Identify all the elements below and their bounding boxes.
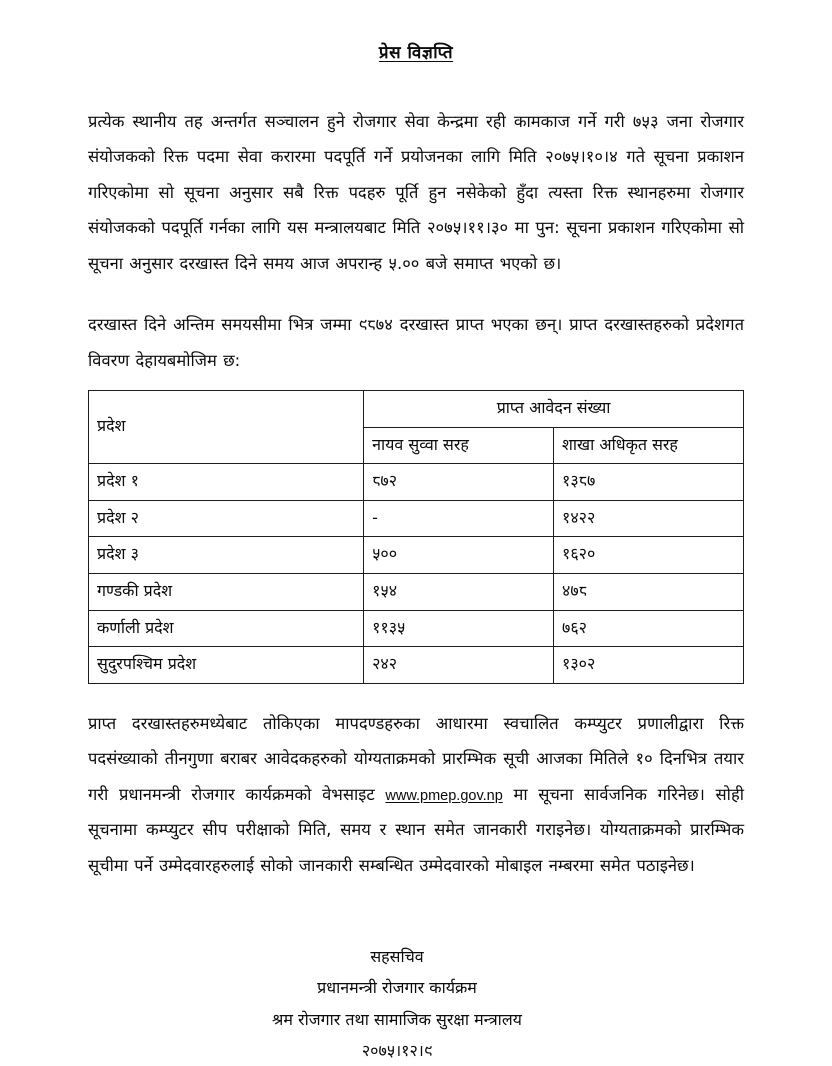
- signature-date: २०७५।१२।९: [361, 1040, 433, 1060]
- column-header-nayab-subba: नायव सुव्वा सरह: [364, 427, 554, 464]
- pmep-website-link[interactable]: www.pmep.gov.np: [385, 787, 503, 804]
- table-header-row-1: [89, 391, 744, 428]
- table-body: [89, 464, 744, 684]
- cell-province: गण्डकी प्रदेश: [89, 574, 364, 611]
- cell-shakha-adhikrit: १३०२: [554, 647, 744, 684]
- paragraph-selection-text-after-url: मा सूचना सार्वजनिक गरिनेछ। सोही सूचनामा कम्प्युटर सीप परीक्षाको मिति, समय र स्थान समेत जानकारी गराइनेछ। योग्यताक्रमको प्रारम्भिक सूचीमा पर्ने उम्मेदवारहरुलाई सोको जानकारी सम्बन्धित उम्मेदवारको मोबाइल नम्बरमा समेत पठाइनेछ।: [88, 784, 744, 875]
- table-row: [89, 610, 744, 647]
- cell-province: कर्णाली प्रदेश: [89, 610, 364, 647]
- cell-shakha-adhikrit: ४७८: [554, 574, 744, 611]
- signatory-program: प्रधानमन्त्री रोजगार कार्यक्रम: [317, 978, 477, 998]
- page-title: प्रेस विज्ञप्ति: [378, 43, 454, 63]
- cell-nayab-subba: ५००: [364, 537, 554, 574]
- cell-shakha-adhikrit: १३८७: [554, 464, 744, 501]
- cell-province: प्रदेश ३: [89, 537, 364, 574]
- signatory-role: सहसचिव: [370, 947, 424, 967]
- paragraph-selection-process: [88, 706, 744, 883]
- cell-shakha-adhikrit: १४२२: [554, 500, 744, 537]
- table-row: [89, 537, 744, 574]
- cell-nayab-subba: २४२: [364, 647, 554, 684]
- cell-nayab-subba: ११३५: [364, 610, 554, 647]
- cell-shakha-adhikrit: १६२०: [554, 537, 744, 574]
- table-row: [89, 647, 744, 684]
- cell-nayab-subba: -: [364, 500, 554, 537]
- cell-province: सुदुरपश्चिम प्रदेश: [89, 647, 364, 684]
- cell-province: प्रदेश २: [89, 500, 364, 537]
- column-header-applications-group: प्राप्त आवेदन संख्या: [364, 391, 744, 428]
- cell-nayab-subba: ८७२: [364, 464, 554, 501]
- cell-province: प्रदेश १: [89, 464, 364, 501]
- cell-shakha-adhikrit: ७६२: [554, 610, 744, 647]
- table-row: [89, 574, 744, 611]
- signatory-ministry: श्रम रोजगार तथा सामाजिक सुरक्षा मन्त्रालय: [272, 1009, 522, 1029]
- column-header-shakha-adhikrit: शाखा अधिकृत सरह: [554, 427, 744, 464]
- paragraph-total-applications: दरखास्त दिने अन्तिम समयसीमा भित्र जम्मा ९८७४ दरखास्त प्राप्त भएका छन्। प्राप्त दरखास्तहरुको प्रदेशगत विवरण देहायबमोजिम छ:: [88, 315, 744, 370]
- table-header: [89, 391, 744, 464]
- paragraph-notice-background: प्रत्येक स्थानीय तह अन्तर्गत सञ्चालन हुने रोजगार सेवा केन्द्रमा रही कामकाज गर्ने गरी ७५३ जना रोजगार संयोजकको रिक्त पदमा सेवा करारमा पदपूर्ति गर्ने प्रयोजनका लागि मिति २०७५।१०।४ गते सूचना प्रकाशन गरिएकोमा सो सूचना अनुसार सबै रिक्त पदहरु पूर्ति हुन नसेकेको हुँदा त्यस्ता रिक्त स्थानहरुमा रोजगार संयोजकको पदपूर्ति गर्नका लागि यस मन्त्रालयबाट मिति २०७५।११।३० मा पुन: सूचना प्रकाशन गरिएकोमा सो सूचना अनुसार दरखास्त दिने समय आज अपरान्ह ५.०० बजे समाप्त भएको छ।: [88, 111, 744, 273]
- column-header-province: प्रदेश: [89, 391, 364, 464]
- paragraph-selection-text-before-url: प्राप्त दरखास्तहरुमध्येबाट तोकिएका मापदण्डहरुका आधारमा स्वचालित कम्प्युटर प्रणालीद्वारा रिक्त पदसंख्याको तीनगुणा बराबर आवेदकहरुको योग्यताक्रमको प्रारम्भिक सूची आजका मितिले १० दिनभित्र तयार गरी प्रधानमन्त्री रोजगार कार्यक्रमको वेभसाइट: [88, 713, 744, 804]
- table-row: [89, 500, 744, 537]
- cell-nayab-subba: १५४: [364, 574, 554, 611]
- table-row: [89, 464, 744, 501]
- province-applications-table: [88, 390, 744, 684]
